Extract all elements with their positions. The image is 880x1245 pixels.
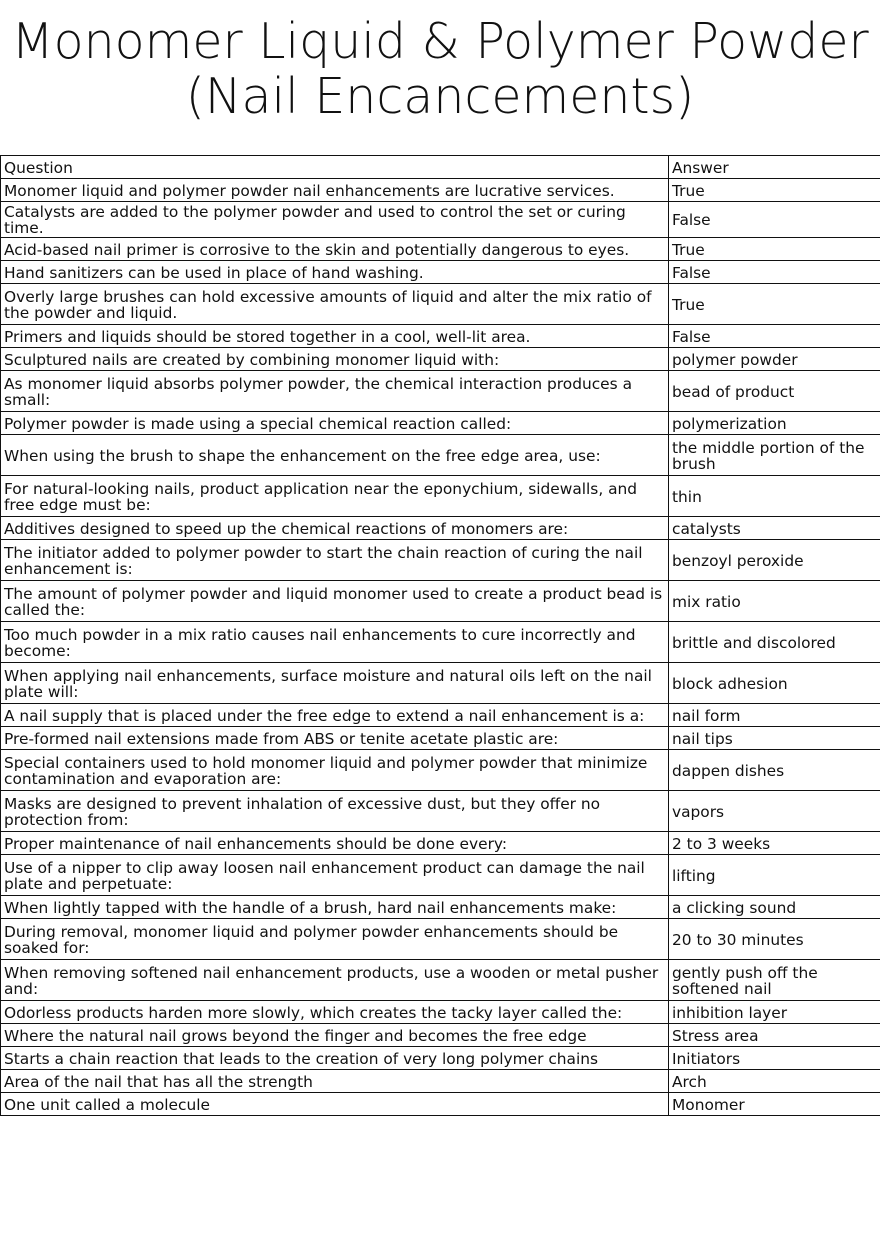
- answer-cell: True: [669, 238, 880, 261]
- table-row: [1, 202, 880, 238]
- table-header-row: [1, 156, 880, 179]
- question-cell: Starts a chain reaction that leads to the creation of very long polymer chains: [1, 1047, 669, 1070]
- page-title: [0, 14, 880, 124]
- table-row: [1, 832, 880, 855]
- question-cell: Where the natural nail grows beyond the finger and becomes the free edge: [1, 1024, 669, 1047]
- answer-cell: mix ratio: [669, 581, 880, 622]
- answer-cell: nail tips: [669, 727, 880, 750]
- header-question: Question: [1, 156, 669, 179]
- table-row: [1, 261, 880, 284]
- table-row: [1, 540, 880, 581]
- header-answer: Answer: [669, 156, 880, 179]
- table-row: [1, 179, 880, 202]
- table-row: [1, 750, 880, 791]
- page-title-line-2: (Nail Encancements): [185, 68, 695, 125]
- table-row: [1, 371, 880, 412]
- question-cell: Masks are designed to prevent inhalation of excessive dust, but they offer no protection from:: [1, 791, 669, 832]
- table-row: [1, 896, 880, 919]
- question-cell: Pre-formed nail extensions made from ABS or tenite acetate plastic are:: [1, 727, 669, 750]
- answer-cell: True: [669, 284, 880, 325]
- answer-cell: inhibition layer: [669, 1001, 880, 1024]
- table-row: [1, 1001, 880, 1024]
- question-answer-table: [0, 155, 880, 1116]
- question-cell: Proper maintenance of nail enhancements should be done every:: [1, 832, 669, 855]
- table-row: [1, 284, 880, 325]
- table-row: [1, 622, 880, 663]
- question-cell: One unit called a molecule: [1, 1093, 669, 1116]
- page-title-line-1: Monomer Liquid & Polymer Powder: [11, 13, 869, 70]
- answer-cell: False: [669, 202, 880, 238]
- question-cell: Odorless products harden more slowly, which creates the tacky layer called the:: [1, 1001, 669, 1024]
- answer-cell: block adhesion: [669, 663, 880, 704]
- question-cell: Catalysts are added to the polymer powder and used to control the set or curing time.: [1, 202, 669, 238]
- answer-cell: Stress area: [669, 1024, 880, 1047]
- table-row: [1, 517, 880, 540]
- question-cell: Use of a nipper to clip away loosen nail enhancement product can damage the nail plate and perpetuate:: [1, 855, 669, 896]
- question-cell: The initiator added to polymer powder to start the chain reaction of curing the nail enhancement is:: [1, 540, 669, 581]
- table-row: [1, 476, 880, 517]
- answer-cell: lifting: [669, 855, 880, 896]
- answer-cell: vapors: [669, 791, 880, 832]
- table-row: [1, 1070, 880, 1093]
- table-row: [1, 960, 880, 1001]
- table-row: [1, 919, 880, 960]
- question-cell: Special containers used to hold monomer liquid and polymer powder that minimize contamination and evaporation are:: [1, 750, 669, 791]
- table-row: [1, 727, 880, 750]
- table-row: [1, 581, 880, 622]
- question-cell: The amount of polymer powder and liquid monomer used to create a product bead is called the:: [1, 581, 669, 622]
- answer-cell: False: [669, 325, 880, 348]
- answer-cell: bead of product: [669, 371, 880, 412]
- question-cell: When applying nail enhancements, surface moisture and natural oils left on the nail plate will:: [1, 663, 669, 704]
- question-cell: Sculptured nails are created by combining monomer liquid with:: [1, 348, 669, 371]
- question-cell: Hand sanitizers can be used in place of hand washing.: [1, 261, 669, 284]
- question-cell: Additives designed to speed up the chemical reactions of monomers are:: [1, 517, 669, 540]
- question-cell: Acid-based nail primer is corrosive to the skin and potentially dangerous to eyes.: [1, 238, 669, 261]
- answer-cell: gently push off the softened nail: [669, 960, 880, 1001]
- table-body: [1, 156, 880, 1116]
- question-cell: Overly large brushes can hold excessive amounts of liquid and alter the mix ratio of the powder and liquid.: [1, 284, 669, 325]
- question-cell: Polymer powder is made using a special chemical reaction called:: [1, 412, 669, 435]
- answer-cell: Initiators: [669, 1047, 880, 1070]
- table-row: [1, 1047, 880, 1070]
- table-row: [1, 855, 880, 896]
- question-cell: Monomer liquid and polymer powder nail enhancements are lucrative services.: [1, 179, 669, 202]
- question-cell: Area of the nail that has all the strength: [1, 1070, 669, 1093]
- table-row: [1, 325, 880, 348]
- answer-cell: dappen dishes: [669, 750, 880, 791]
- table-row: [1, 435, 880, 476]
- question-cell: When using the brush to shape the enhancement on the free edge area, use:: [1, 435, 669, 476]
- answer-cell: 20 to 30 minutes: [669, 919, 880, 960]
- answer-cell: nail form: [669, 704, 880, 727]
- question-cell: During removal, monomer liquid and polymer powder enhancements should be soaked for:: [1, 919, 669, 960]
- table-row: [1, 1093, 880, 1116]
- table-row: [1, 704, 880, 727]
- table-row: [1, 663, 880, 704]
- answer-cell: 2 to 3 weeks: [669, 832, 880, 855]
- table-row: [1, 238, 880, 261]
- answer-cell: Arch: [669, 1070, 880, 1093]
- answer-cell: False: [669, 261, 880, 284]
- answer-cell: brittle and discolored: [669, 622, 880, 663]
- table-row: [1, 412, 880, 435]
- answer-cell: polymerization: [669, 412, 880, 435]
- answer-cell: Monomer: [669, 1093, 880, 1116]
- answer-cell: True: [669, 179, 880, 202]
- question-cell: As monomer liquid absorbs polymer powder, the chemical interaction produces a small:: [1, 371, 669, 412]
- question-cell: For natural-looking nails, product application near the eponychium, sidewalls, and free edge must be:: [1, 476, 669, 517]
- answer-cell: a clicking sound: [669, 896, 880, 919]
- question-cell: Primers and liquids should be stored together in a cool, well-lit area.: [1, 325, 669, 348]
- answer-cell: benzoyl peroxide: [669, 540, 880, 581]
- question-cell: Too much powder in a mix ratio causes nail enhancements to cure incorrectly and become:: [1, 622, 669, 663]
- answer-cell: the middle portion of the brush: [669, 435, 880, 476]
- table-row: [1, 1024, 880, 1047]
- table-row: [1, 348, 880, 371]
- question-cell: A nail supply that is placed under the free edge to extend a nail enhancement is a:: [1, 704, 669, 727]
- answer-cell: catalysts: [669, 517, 880, 540]
- table-row: [1, 791, 880, 832]
- answer-cell: thin: [669, 476, 880, 517]
- question-cell: When removing softened nail enhancement products, use a wooden or metal pusher and:: [1, 960, 669, 1001]
- answer-cell: polymer powder: [669, 348, 880, 371]
- question-cell: When lightly tapped with the handle of a brush, hard nail enhancements make:: [1, 896, 669, 919]
